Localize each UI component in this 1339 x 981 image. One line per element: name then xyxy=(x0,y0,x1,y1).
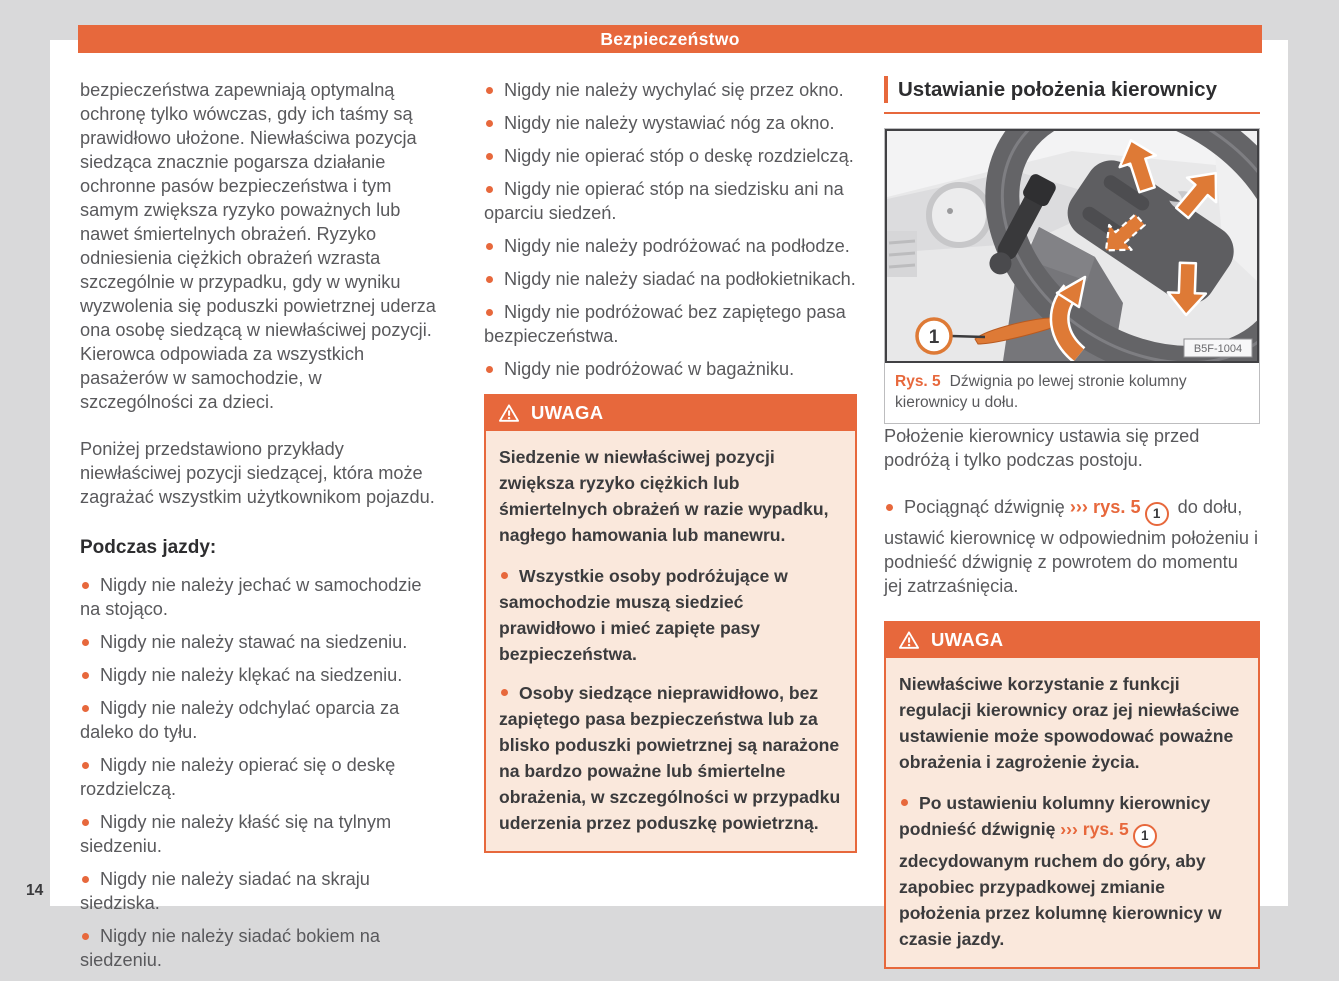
cross-reference-link[interactable]: ››› rys. 5 xyxy=(1069,497,1141,517)
step-list xyxy=(884,495,1260,598)
page-number: 14 xyxy=(26,882,44,899)
cross-reference-link[interactable]: ››› rys. 5 xyxy=(1060,819,1129,839)
warning-box xyxy=(484,394,857,853)
warning-body xyxy=(486,431,855,851)
warning-header xyxy=(486,396,855,431)
list-item xyxy=(484,177,857,225)
chapter-title: Bezpieczeństwo xyxy=(600,28,740,49)
list-item xyxy=(499,680,842,836)
bullet-list xyxy=(484,78,857,381)
section-heading: Ustawianie położenia kierownicy xyxy=(884,76,1260,103)
step-text: zdecydowanym ruchem do góry, aby zapobiec przypadkowej zmianie położenia przez kolumnę kierownicy w czasie jazdy. xyxy=(899,851,1222,949)
bullet-dot-icon xyxy=(901,799,908,806)
list-item xyxy=(484,267,857,291)
bullet-text: Nigdy nie należy odchylać oparcia za daleko do tyłu. xyxy=(80,698,400,742)
list-item xyxy=(484,144,857,168)
paragraph: bezpieczeństwa zapewniają optymalną ochronę tylko wówczas, gdy ich taśmy są prawidłowo ułożone. Niewłaściwa pozycja siedząca znacznie pogarsza działanie ochronne pasów bezpieczeństwa i tym samym zwiększa ryzyko poważnych lub nawet śmiertelnych obrażeń. Ryzyko odniesienia ciężkich obrażeń wzrasta szczególnie w przypadku, gdy w wyniku wyzwolenia się poduszki powietrznej uderza ona osobę siedzącą w niewłaściwej pozycji. Kierowca odpowiada za wszystkich pasażerów w samochodzie, w szczególności za dzieci. xyxy=(80,80,436,412)
bullet-dot-icon xyxy=(82,819,89,826)
list-item xyxy=(484,78,857,102)
heading-rule xyxy=(884,112,1260,114)
warning-bullet-list xyxy=(499,563,842,836)
bullet-dot-icon xyxy=(486,87,493,94)
paragraph: Poniżej przedstawiono przykłady niewłaściwej pozycji siedzącej, która może zagrażać wszystkim użytkownikom pojazdu. xyxy=(80,439,435,507)
sub-heading: Podczas jazdy: xyxy=(80,537,217,558)
bullet-text: Nigdy nie należy wychylać się przez okno. xyxy=(504,80,844,100)
bullet-text: Nigdy nie należy wystawiać nóg za okno. xyxy=(504,113,835,133)
list-item xyxy=(80,630,438,654)
figure-steering-wheel xyxy=(884,128,1260,424)
bullet-dot-icon xyxy=(486,243,493,250)
bullet-text: Nigdy nie należy jechać w samochodzie na stojąco. xyxy=(80,575,422,619)
svg-text:B5F-1004: B5F-1004 xyxy=(1193,343,1243,355)
warning-paragraph: Siedzenie w niewłaściwej pozycji zwiększa ryzyko ciężkich lub śmiertelnych obrażeń w razie wypadku, nagłego hamowania lub manewru. xyxy=(499,447,829,545)
step-text: Pociągnąć dźwignię xyxy=(904,497,1070,517)
list-item xyxy=(80,696,438,744)
instrument-cluster xyxy=(929,185,989,245)
warning-triangle-icon xyxy=(898,630,920,650)
column-right xyxy=(884,76,1260,969)
bullet-dot-icon xyxy=(82,582,89,589)
bullet-dot-icon xyxy=(82,876,89,883)
list-item xyxy=(484,300,857,348)
bullet-text: Wszystkie osoby podróżujące w samochodzie muszą siedzieć prawidłowo i mieć zapięte pasy bezpieczeństwa. xyxy=(499,566,788,664)
bullet-list xyxy=(80,573,438,972)
bullet-dot-icon xyxy=(486,276,493,283)
list-item xyxy=(80,573,438,621)
bullet-text: Nigdy nie należy opierać się o deskę rozdzielczą. xyxy=(80,755,396,799)
bullet-text: Nigdy nie opierać stóp o deskę rozdzielczą. xyxy=(504,146,854,166)
bullet-dot-icon xyxy=(486,366,493,373)
bullet-text: Nigdy nie podróżować bez zapiętego pasa bezpieczeństwa. xyxy=(484,302,846,346)
warning-box xyxy=(884,621,1260,969)
column-left xyxy=(80,78,438,981)
bullet-dot-icon xyxy=(82,762,89,769)
paragraph: Położenie kierownicy ustawia się przed podróżą i tylko podczas postoju. xyxy=(884,426,1200,470)
list-item xyxy=(80,753,438,801)
list-item xyxy=(484,234,857,258)
list-item xyxy=(484,111,857,135)
step-text: do dołu, ustawić kierownicę w odpowiednim położeniu i podnieść dźwignię z powrotem do momentu jej zatrzaśnięcia. xyxy=(884,497,1259,596)
bullet-text: Nigdy nie należy siadać bokiem na siedzeniu. xyxy=(80,926,381,970)
caption-label: Rys. 5 xyxy=(895,373,941,390)
step-text: Po ustawieniu kolumny kierownicy podnieść dźwignię xyxy=(899,793,1211,839)
bullet-text: Nigdy nie należy klękać na siedzeniu. xyxy=(100,665,403,685)
bullet-dot-icon xyxy=(501,572,508,579)
list-item xyxy=(80,867,438,915)
caption-text: Dźwignia po lewej stronie kolumny kierownicy u dołu. xyxy=(895,373,1187,411)
steering-wheel-illustration xyxy=(885,129,1259,363)
bullet-text: Nigdy nie należy siadać na podłokietnikach. xyxy=(504,269,856,289)
column-middle xyxy=(484,78,857,853)
svg-text:1: 1 xyxy=(928,327,940,348)
bullet-dot-icon xyxy=(486,186,493,193)
bullet-dot-icon xyxy=(886,504,893,511)
bullet-text: Nigdy nie opierać stóp na siedzisku ani na oparciu siedzeń. xyxy=(484,179,844,223)
warning-title: UWAGA xyxy=(531,402,604,423)
bullet-dot-icon xyxy=(486,120,493,127)
bullet-dot-icon xyxy=(486,153,493,160)
callout-1-badge: 1 xyxy=(1133,824,1157,848)
bullet-text: Nigdy nie należy stawać na siedzeniu. xyxy=(100,632,408,652)
warning-title: UWAGA xyxy=(931,629,1004,650)
bullet-text: Nigdy nie należy siadać na skraju siedziska. xyxy=(80,869,370,913)
bullet-dot-icon xyxy=(82,933,89,940)
figure-caption xyxy=(885,363,1259,423)
chapter-header-bar xyxy=(78,25,1262,53)
list-item xyxy=(884,495,1260,598)
warning-triangle-icon xyxy=(498,403,520,423)
bullet-dot-icon xyxy=(82,672,89,679)
warning-header xyxy=(886,623,1258,658)
bullet-dot-icon xyxy=(82,639,89,646)
warning-paragraph: Niewłaściwe korzystanie z funkcji regulacji kierownicy oraz jej niewłaściwe ustawienie może spowodować poważne obrażenia i zagrożenie życia. xyxy=(899,674,1240,772)
image-code-tag xyxy=(1184,339,1252,357)
list-item xyxy=(80,924,438,972)
bullet-dot-icon xyxy=(486,309,493,316)
bullet-text: Nigdy nie należy podróżować na podłodze. xyxy=(504,236,850,256)
bullet-text: Osoby siedzące nieprawidłowo, bez zapiętego pasa bezpieczeństwa lub za blisko poduszki powietrznej są narażone na bardzo poważne lub śmiertelne obrażenia, w szczególności w przypadku uderzenia przez poduszkę powietrzną. xyxy=(499,683,841,833)
list-item xyxy=(899,790,1245,952)
bullet-text: Nigdy nie należy kłaść się na tylnym siedzeniu. xyxy=(80,812,392,856)
warning-body xyxy=(886,658,1258,967)
bullet-dot-icon xyxy=(501,689,508,696)
list-item xyxy=(80,810,438,858)
warning-bullet-list xyxy=(899,790,1245,952)
list-item xyxy=(80,663,438,687)
list-item xyxy=(484,357,857,381)
callout-1-badge: 1 xyxy=(1145,502,1169,526)
bullet-text: Nigdy nie podróżować w bagażniku. xyxy=(504,359,795,379)
list-item xyxy=(499,563,842,667)
bullet-dot-icon xyxy=(82,705,89,712)
